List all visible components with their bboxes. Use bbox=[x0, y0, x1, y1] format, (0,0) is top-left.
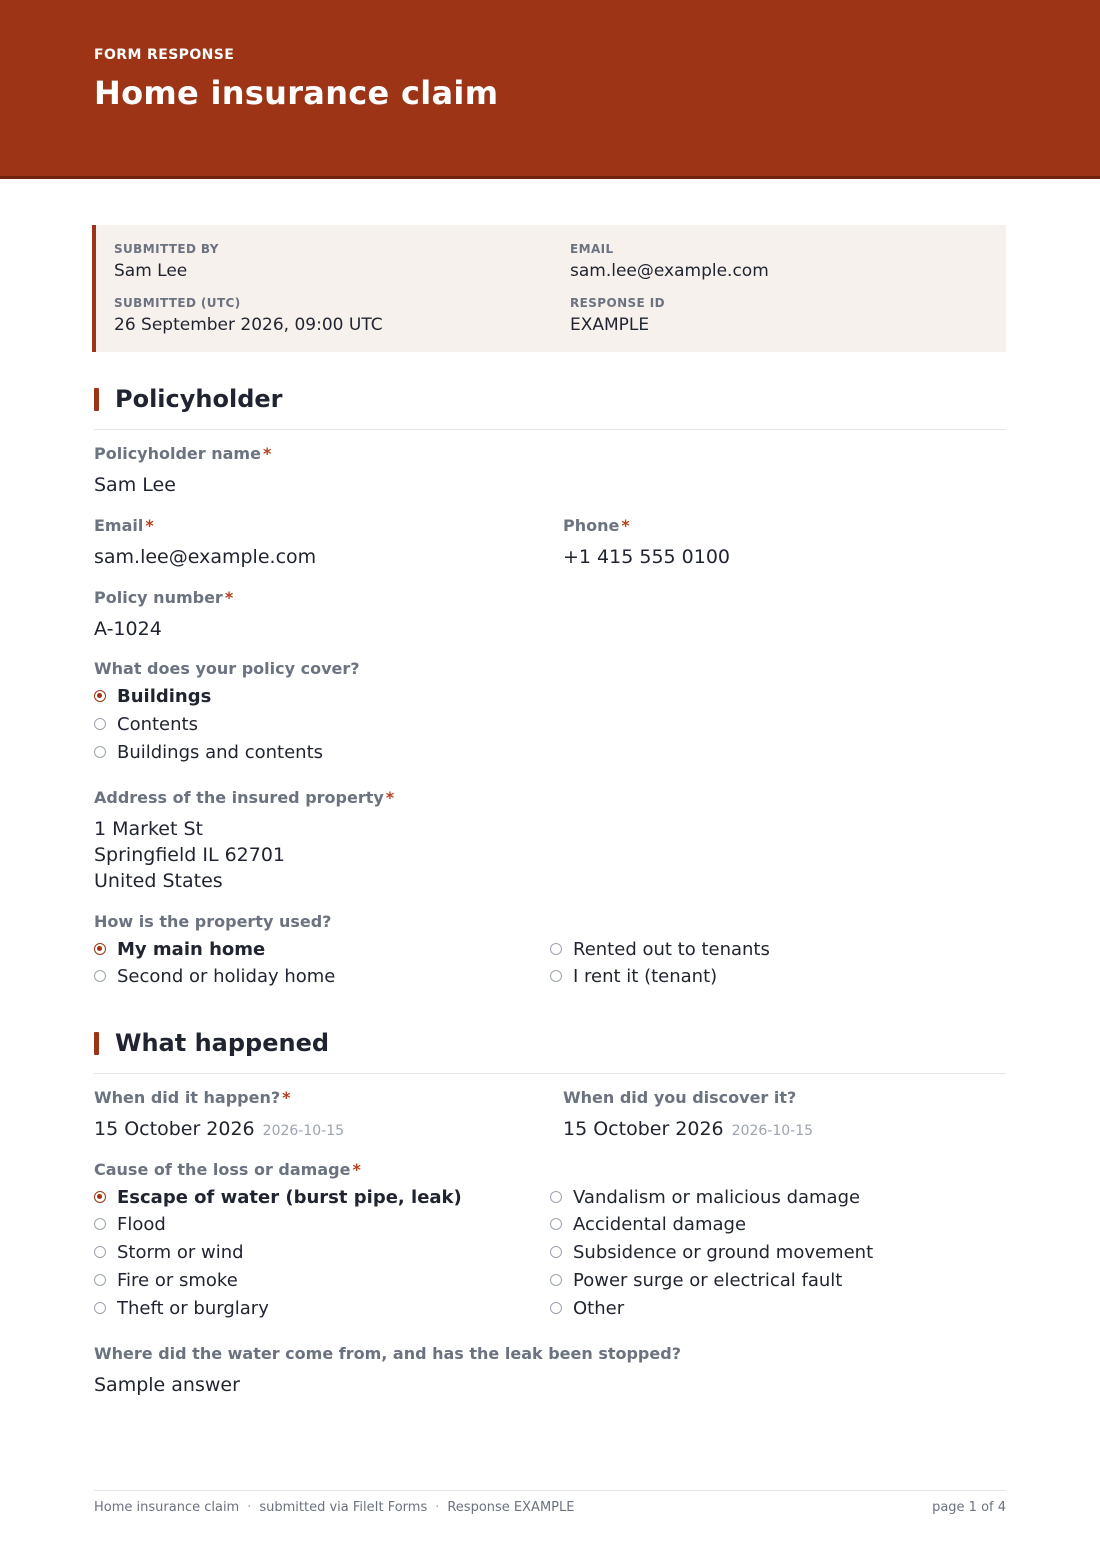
footer-form-name: Home insurance claim bbox=[94, 1500, 240, 1515]
option-label: My main home bbox=[117, 938, 266, 960]
field-label: Where did the water come from, and has the leak been stopped? bbox=[94, 1344, 681, 1363]
label-text: Policy number bbox=[94, 588, 223, 607]
section-accent-bar bbox=[94, 1032, 99, 1055]
separator-dot: · bbox=[247, 1500, 252, 1515]
usage-option-rented-out bbox=[550, 937, 770, 961]
submitted-utc-value: 26 September 2026, 09:00 UTC bbox=[114, 315, 383, 335]
section-accent-bar bbox=[94, 388, 99, 411]
option-label: Fire or smoke bbox=[117, 1269, 238, 1291]
cause-option-subsidence bbox=[550, 1240, 873, 1264]
form-header bbox=[0, 0, 1100, 179]
radio-selected-icon bbox=[94, 1191, 106, 1203]
cause-option-fire bbox=[94, 1268, 238, 1292]
form-eyebrow: FORM RESPONSE bbox=[94, 47, 235, 63]
submission-summary bbox=[92, 225, 1006, 352]
label-text: Address of the insured property bbox=[94, 788, 384, 807]
address-line: Springfield IL 62701 bbox=[94, 844, 286, 866]
radio-empty-icon bbox=[94, 718, 106, 730]
required-marker: * bbox=[262, 444, 272, 463]
submitter-email bbox=[570, 242, 769, 283]
field-property-address bbox=[94, 788, 394, 894]
option-label: I rent it (tenant) bbox=[573, 965, 718, 987]
field-discovery-date bbox=[563, 1088, 813, 1144]
separator-dot: · bbox=[435, 1500, 440, 1515]
option-label: Second or holiday home bbox=[117, 965, 336, 987]
footer-via: submitted via FileIt Forms bbox=[259, 1500, 428, 1515]
footer-response: Response EXAMPLE bbox=[447, 1500, 575, 1515]
field-label bbox=[94, 788, 394, 808]
radio-empty-icon bbox=[94, 1218, 106, 1230]
option-label: Contents bbox=[117, 713, 198, 735]
radio-empty-icon bbox=[550, 943, 562, 955]
section-title: What happened bbox=[115, 1029, 330, 1057]
option-label: Power surge or electrical fault bbox=[573, 1269, 843, 1291]
address-line: United States bbox=[94, 870, 223, 892]
section-policyholder bbox=[94, 383, 1006, 430]
field-label: How is the property used? bbox=[94, 912, 332, 931]
option-label: Other bbox=[573, 1297, 625, 1319]
option-label: Accidental damage bbox=[573, 1213, 747, 1235]
radio-empty-icon bbox=[94, 1274, 106, 1286]
radio-empty-icon bbox=[94, 970, 106, 982]
label-text: Policyholder name bbox=[94, 444, 261, 463]
field-value: +1 415 555 0100 bbox=[563, 546, 731, 568]
submitted-by-value: Sam Lee bbox=[114, 261, 188, 281]
date-text: 15 October 2026 bbox=[563, 1118, 724, 1140]
option-label: Subsidence or ground movement bbox=[573, 1241, 874, 1263]
field-label bbox=[563, 516, 730, 536]
field-value: Sam Lee bbox=[94, 474, 176, 496]
field-phone bbox=[563, 516, 730, 570]
field-water-source bbox=[94, 1344, 681, 1398]
cover-option-buildings-and-contents bbox=[94, 740, 323, 764]
field-label: When did you discover it? bbox=[563, 1088, 797, 1107]
iso-date: 2026-10-15 bbox=[731, 1123, 814, 1139]
submitter-email-value: sam.lee@example.com bbox=[570, 261, 769, 281]
date-text: 15 October 2026 bbox=[94, 1118, 255, 1140]
field-property-usage bbox=[94, 912, 331, 932]
section-what-happened bbox=[94, 1027, 1006, 1074]
field-label: What does your policy cover? bbox=[94, 659, 360, 678]
radio-empty-icon bbox=[94, 746, 106, 758]
footer-info bbox=[94, 1500, 574, 1515]
submitted-utc bbox=[114, 296, 383, 337]
address-line: 1 Market St bbox=[94, 818, 203, 840]
response-id bbox=[570, 296, 665, 337]
option-label: Vandalism or malicious damage bbox=[573, 1186, 861, 1208]
radio-empty-icon bbox=[550, 1274, 562, 1286]
cause-option-storm bbox=[94, 1240, 244, 1264]
page-number: page 1 of 4 bbox=[932, 1500, 1006, 1515]
required-marker: * bbox=[145, 516, 154, 535]
section-title: Policyholder bbox=[115, 385, 283, 413]
usage-option-second-home bbox=[94, 964, 335, 988]
field-value bbox=[563, 1116, 813, 1144]
cause-option-accidental bbox=[550, 1212, 746, 1236]
usage-option-tenant bbox=[550, 964, 717, 988]
field-value: sam.lee@example.com bbox=[94, 546, 317, 568]
radio-empty-icon bbox=[550, 970, 562, 982]
required-marker: * bbox=[621, 516, 630, 535]
field-cause bbox=[94, 1160, 361, 1180]
required-marker: * bbox=[352, 1160, 361, 1179]
cover-option-buildings bbox=[94, 684, 211, 708]
field-policy-number bbox=[94, 588, 233, 642]
field-policyholder-name bbox=[94, 444, 271, 498]
label-text: Cause of the loss or damage bbox=[94, 1160, 351, 1179]
option-label: Flood bbox=[117, 1213, 166, 1235]
field-value bbox=[94, 1116, 344, 1144]
cause-option-escape-of-water bbox=[94, 1185, 462, 1209]
iso-date: 2026-10-15 bbox=[262, 1123, 345, 1139]
field-value bbox=[94, 816, 394, 894]
field-value: Sample answer bbox=[94, 1374, 240, 1396]
label-text: Phone bbox=[563, 516, 620, 535]
cause-option-power-surge bbox=[550, 1268, 842, 1292]
radio-empty-icon bbox=[94, 1246, 106, 1258]
page-title: Home insurance claim bbox=[94, 74, 499, 112]
submitted-utc-label: SUBMITTED (UTC) bbox=[114, 296, 241, 310]
option-label: Storm or wind bbox=[117, 1241, 244, 1263]
field-label bbox=[94, 1088, 344, 1108]
label-text: Email bbox=[94, 516, 144, 535]
cause-option-vandalism bbox=[550, 1185, 860, 1209]
cause-option-flood bbox=[94, 1212, 166, 1236]
submitted-by bbox=[114, 242, 219, 283]
label-text: When did it happen? bbox=[94, 1088, 281, 1107]
radio-selected-icon bbox=[94, 943, 106, 955]
field-incident-date bbox=[94, 1088, 344, 1144]
radio-selected-icon bbox=[94, 690, 106, 702]
field-email bbox=[94, 516, 316, 570]
cause-option-theft bbox=[94, 1296, 269, 1320]
radio-empty-icon bbox=[550, 1191, 562, 1203]
option-label: Rented out to tenants bbox=[573, 938, 770, 960]
response-id-value: EXAMPLE bbox=[570, 315, 650, 335]
option-label: Buildings and contents bbox=[117, 741, 323, 763]
submitter-email-label: EMAIL bbox=[570, 242, 614, 256]
field-policy-cover bbox=[94, 659, 360, 679]
option-label: Escape of water (burst pipe, leak) bbox=[117, 1186, 462, 1208]
required-marker: * bbox=[385, 788, 395, 807]
field-label bbox=[94, 444, 271, 464]
response-id-label: RESPONSE ID bbox=[570, 296, 665, 310]
page-footer bbox=[94, 1490, 1006, 1521]
field-value: A-1024 bbox=[94, 618, 162, 640]
cause-option-other bbox=[550, 1296, 624, 1320]
radio-empty-icon bbox=[550, 1218, 562, 1230]
required-marker: * bbox=[282, 1088, 291, 1107]
cover-option-contents bbox=[94, 712, 198, 736]
field-label bbox=[94, 588, 233, 608]
required-marker: * bbox=[224, 588, 234, 607]
radio-empty-icon bbox=[550, 1246, 562, 1258]
field-label bbox=[94, 1160, 361, 1180]
option-label: Theft or burglary bbox=[117, 1297, 269, 1319]
radio-empty-icon bbox=[550, 1302, 562, 1314]
submitted-by-label: SUBMITTED BY bbox=[114, 242, 219, 256]
radio-empty-icon bbox=[94, 1302, 106, 1314]
usage-option-main-home bbox=[94, 937, 265, 961]
field-label bbox=[94, 516, 316, 536]
option-label: Buildings bbox=[117, 685, 212, 707]
